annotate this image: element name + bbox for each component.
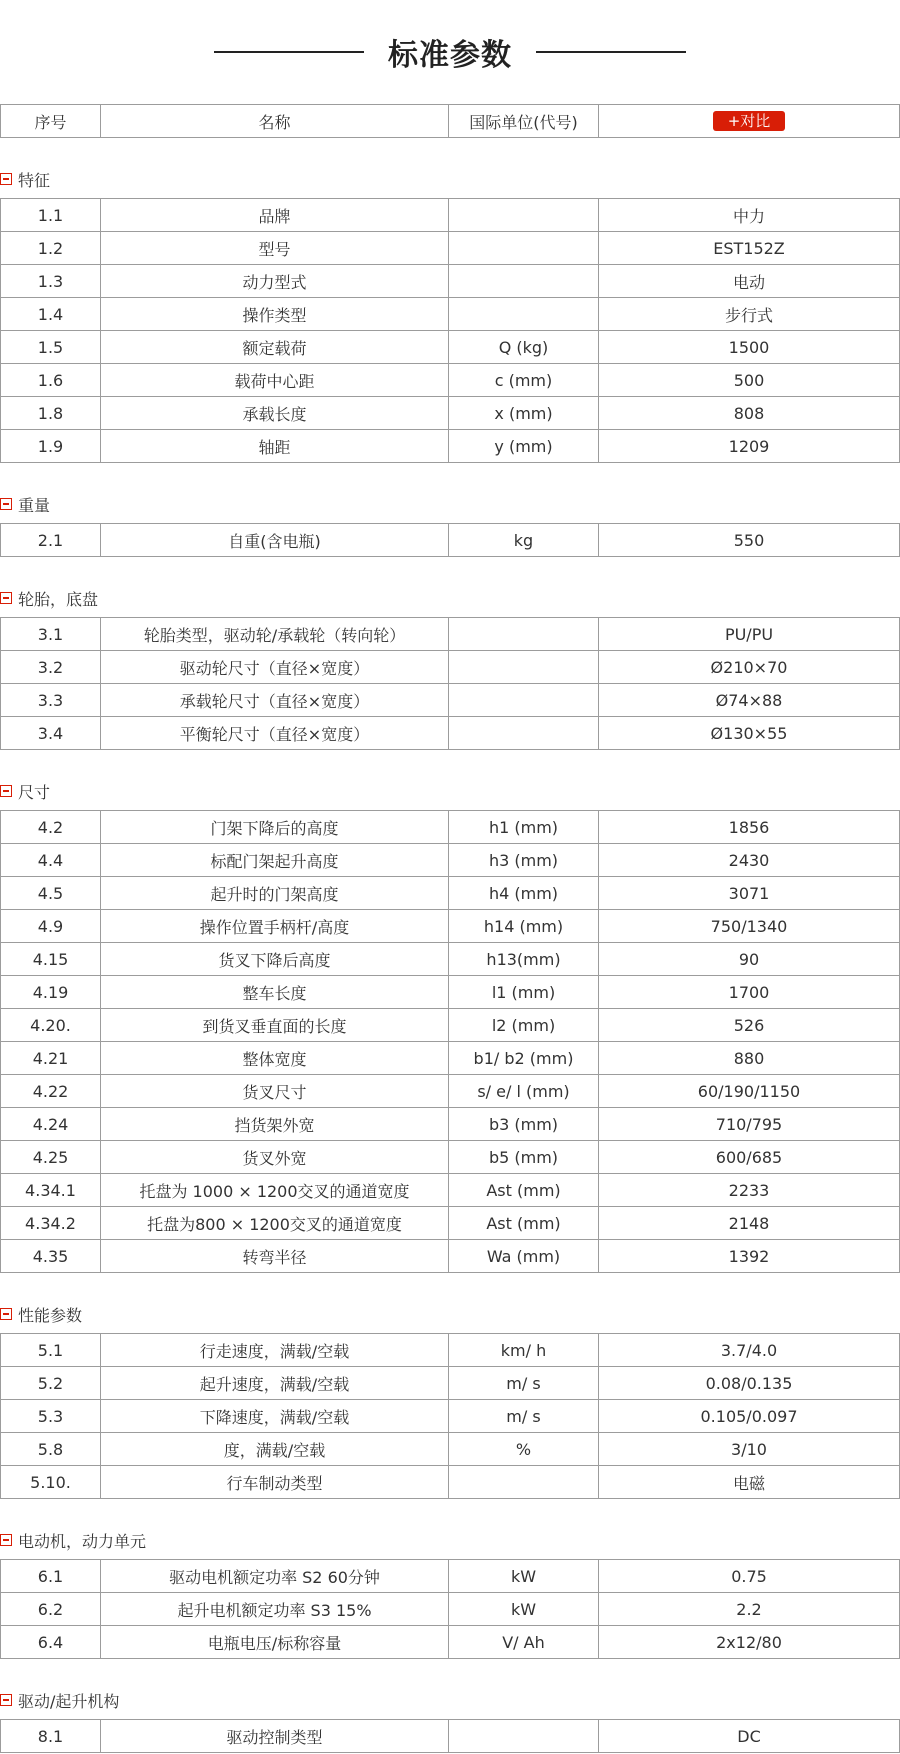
table-row bbox=[1, 1042, 900, 1075]
cell-value: 0.75 bbox=[599, 1560, 900, 1593]
cell-value: 710/795 bbox=[599, 1108, 900, 1141]
cell-name: 额定载荷 bbox=[101, 331, 449, 364]
cell-value: 2430 bbox=[599, 844, 900, 877]
cell-value: Ø74×88 bbox=[599, 684, 900, 717]
cell-index: 4.20. bbox=[1, 1009, 101, 1042]
section-header[interactable] bbox=[0, 1299, 900, 1333]
cell-index: 4.34.2 bbox=[1, 1207, 101, 1240]
table-row bbox=[1, 1108, 900, 1141]
cell-unit bbox=[449, 1466, 599, 1499]
cell-unit: m/ s bbox=[449, 1400, 599, 1433]
header-compare-cell bbox=[599, 105, 900, 138]
table-row bbox=[1, 717, 900, 750]
cell-index: 4.21 bbox=[1, 1042, 101, 1075]
cell-name: 驱动轮尺寸（直径×宽度） bbox=[101, 651, 449, 684]
table-row bbox=[1, 1009, 900, 1042]
section-header[interactable] bbox=[0, 583, 900, 617]
cell-index: 6.2 bbox=[1, 1593, 101, 1626]
section-title: 轮胎，底盘 bbox=[18, 589, 99, 609]
cell-name: 托盘为800 × 1200交叉的通道宽度 bbox=[101, 1207, 449, 1240]
cell-index: 3.1 bbox=[1, 618, 101, 651]
cell-name: 行走速度，满载/空载 bbox=[101, 1334, 449, 1367]
cell-unit: h4 (mm) bbox=[449, 877, 599, 910]
cell-index: 4.22 bbox=[1, 1075, 101, 1108]
cell-value: 90 bbox=[599, 943, 900, 976]
cell-index: 2.1 bbox=[1, 524, 101, 557]
section-header[interactable] bbox=[0, 1685, 900, 1719]
table-row bbox=[1, 1400, 900, 1433]
cell-index: 4.2 bbox=[1, 811, 101, 844]
cell-index: 1.2 bbox=[1, 232, 101, 265]
collapse-minus-icon[interactable] bbox=[0, 1308, 12, 1320]
cell-index: 5.8 bbox=[1, 1433, 101, 1466]
cell-unit bbox=[449, 618, 599, 651]
cell-unit bbox=[449, 232, 599, 265]
cell-value: EST152Z bbox=[599, 232, 900, 265]
cell-index: 4.25 bbox=[1, 1141, 101, 1174]
table-row bbox=[1, 844, 900, 877]
cell-unit: b3 (mm) bbox=[449, 1108, 599, 1141]
table-row bbox=[1, 232, 900, 265]
cell-index: 4.5 bbox=[1, 877, 101, 910]
cell-name: 型号 bbox=[101, 232, 449, 265]
table-row bbox=[1, 1141, 900, 1174]
cell-value: 0.105/0.097 bbox=[599, 1400, 900, 1433]
table-row bbox=[1, 1560, 900, 1593]
table-row bbox=[1, 1174, 900, 1207]
cell-index: 1.4 bbox=[1, 298, 101, 331]
cell-index: 1.6 bbox=[1, 364, 101, 397]
table-row bbox=[1, 199, 900, 232]
table-row bbox=[1, 364, 900, 397]
cell-unit: b5 (mm) bbox=[449, 1141, 599, 1174]
cell-name: 托盘为 1000 × 1200交叉的通道宽度 bbox=[101, 1174, 449, 1207]
cell-unit: h14 (mm) bbox=[449, 910, 599, 943]
cell-index: 3.2 bbox=[1, 651, 101, 684]
cell-name: 操作位置手柄杆/高度 bbox=[101, 910, 449, 943]
cell-unit: V/ Ah bbox=[449, 1626, 599, 1659]
title-bar bbox=[0, 0, 900, 104]
section-header[interactable] bbox=[0, 164, 900, 198]
cell-name: 到货叉垂直面的长度 bbox=[101, 1009, 449, 1042]
header-name: 名称 bbox=[101, 105, 449, 138]
cell-unit bbox=[449, 684, 599, 717]
table-row bbox=[1, 618, 900, 651]
cell-name: 承载轮尺寸（直径×宽度） bbox=[101, 684, 449, 717]
header-row bbox=[1, 105, 900, 138]
cell-name: 平衡轮尺寸（直径×宽度） bbox=[101, 717, 449, 750]
cell-unit: l1 (mm) bbox=[449, 976, 599, 1009]
cell-unit: h13(mm) bbox=[449, 943, 599, 976]
cell-value: 600/685 bbox=[599, 1141, 900, 1174]
cell-value: 3/10 bbox=[599, 1433, 900, 1466]
table-row bbox=[1, 1720, 900, 1753]
cell-value: 0.08/0.135 bbox=[599, 1367, 900, 1400]
cell-value: 2148 bbox=[599, 1207, 900, 1240]
page-title: 标准参数 bbox=[388, 37, 512, 73]
cell-name: 整体宽度 bbox=[101, 1042, 449, 1075]
cell-value: 2x12/80 bbox=[599, 1626, 900, 1659]
cell-unit: h1 (mm) bbox=[449, 811, 599, 844]
cell-name: 品牌 bbox=[101, 199, 449, 232]
cell-index: 4.24 bbox=[1, 1108, 101, 1141]
cell-value: 526 bbox=[599, 1009, 900, 1042]
table-row bbox=[1, 397, 900, 430]
collapse-minus-icon[interactable] bbox=[0, 173, 12, 185]
cell-value: 880 bbox=[599, 1042, 900, 1075]
cell-unit bbox=[449, 199, 599, 232]
cell-name: 货叉尺寸 bbox=[101, 1075, 449, 1108]
cell-unit: Ast (mm) bbox=[449, 1207, 599, 1240]
cell-name: 载荷中心距 bbox=[101, 364, 449, 397]
cell-index: 5.3 bbox=[1, 1400, 101, 1433]
table-row bbox=[1, 910, 900, 943]
table-row bbox=[1, 331, 900, 364]
section-table bbox=[0, 1559, 900, 1659]
cell-value: 500 bbox=[599, 364, 900, 397]
cell-unit: Wa (mm) bbox=[449, 1240, 599, 1273]
cell-value: Ø130×55 bbox=[599, 717, 900, 750]
sections-container bbox=[0, 164, 900, 1753]
section-header[interactable] bbox=[0, 776, 900, 810]
cell-value: 2.2 bbox=[599, 1593, 900, 1626]
cell-name: 轴距 bbox=[101, 430, 449, 463]
section-title: 电动机，动力单元 bbox=[18, 1531, 147, 1551]
table-row bbox=[1, 265, 900, 298]
section-table bbox=[0, 198, 900, 463]
collapse-minus-icon[interactable] bbox=[0, 1694, 12, 1706]
cell-index: 8.1 bbox=[1, 1720, 101, 1753]
table-row bbox=[1, 1593, 900, 1626]
cell-index: 1.8 bbox=[1, 397, 101, 430]
cell-unit bbox=[449, 717, 599, 750]
cell-name: 起升速度，满载/空载 bbox=[101, 1367, 449, 1400]
cell-unit: b1/ b2 (mm) bbox=[449, 1042, 599, 1075]
cell-value: Ø210×70 bbox=[599, 651, 900, 684]
section-title: 特征 bbox=[18, 170, 51, 190]
cell-name: 电瓶电压/标称容量 bbox=[101, 1626, 449, 1659]
cell-value: 电动 bbox=[599, 265, 900, 298]
section-table bbox=[0, 1333, 900, 1499]
cell-unit: km/ h bbox=[449, 1334, 599, 1367]
title-line-right bbox=[536, 51, 686, 53]
cell-value: PU/PU bbox=[599, 618, 900, 651]
cell-unit bbox=[449, 298, 599, 331]
cell-value: 1392 bbox=[599, 1240, 900, 1273]
section-title: 驱动/起升机构 bbox=[18, 1691, 120, 1711]
cell-name: 轮胎类型，驱动轮/承载轮（转向轮） bbox=[101, 618, 449, 651]
cell-value: 1856 bbox=[599, 811, 900, 844]
cell-value: 60/190/1150 bbox=[599, 1075, 900, 1108]
cell-name: 承载长度 bbox=[101, 397, 449, 430]
collapse-minus-icon[interactable] bbox=[0, 592, 12, 604]
cell-name: 起升电机额定功率 S3 15% bbox=[101, 1593, 449, 1626]
section-title: 性能参数 bbox=[18, 1305, 83, 1325]
table-row bbox=[1, 684, 900, 717]
cell-index: 6.1 bbox=[1, 1560, 101, 1593]
cell-value: 808 bbox=[599, 397, 900, 430]
cell-index: 5.10. bbox=[1, 1466, 101, 1499]
cell-name: 货叉外宽 bbox=[101, 1141, 449, 1174]
header-index: 序号 bbox=[1, 105, 101, 138]
cell-index: 4.19 bbox=[1, 976, 101, 1009]
compare-button[interactable]: +对比 bbox=[713, 111, 785, 131]
cell-unit: c (mm) bbox=[449, 364, 599, 397]
cell-name: 驱动控制类型 bbox=[101, 1720, 449, 1753]
table-row bbox=[1, 976, 900, 1009]
cell-name: 操作类型 bbox=[101, 298, 449, 331]
cell-index: 3.4 bbox=[1, 717, 101, 750]
header-table bbox=[0, 104, 900, 138]
cell-value: 1700 bbox=[599, 976, 900, 1009]
cell-value: 3.7/4.0 bbox=[599, 1334, 900, 1367]
cell-name: 挡货架外宽 bbox=[101, 1108, 449, 1141]
section-title: 重量 bbox=[18, 495, 51, 515]
cell-index: 4.4 bbox=[1, 844, 101, 877]
table-row bbox=[1, 1207, 900, 1240]
cell-name: 起升时的门架高度 bbox=[101, 877, 449, 910]
table-row bbox=[1, 1626, 900, 1659]
cell-name: 标配门架起升高度 bbox=[101, 844, 449, 877]
section-header[interactable] bbox=[0, 1525, 900, 1559]
cell-name: 整车长度 bbox=[101, 976, 449, 1009]
cell-index: 4.9 bbox=[1, 910, 101, 943]
cell-name: 动力型式 bbox=[101, 265, 449, 298]
cell-name: 货叉下降后高度 bbox=[101, 943, 449, 976]
cell-index: 3.3 bbox=[1, 684, 101, 717]
table-row bbox=[1, 1433, 900, 1466]
cell-index: 4.15 bbox=[1, 943, 101, 976]
header-unit: 国际单位(代号) bbox=[449, 105, 599, 138]
cell-name: 下降速度，满载/空载 bbox=[101, 1400, 449, 1433]
cell-unit bbox=[449, 265, 599, 298]
title-line-left bbox=[214, 51, 364, 53]
cell-unit bbox=[449, 1720, 599, 1753]
cell-unit: kW bbox=[449, 1593, 599, 1626]
cell-value: 中力 bbox=[599, 199, 900, 232]
cell-unit: kg bbox=[449, 524, 599, 557]
table-row bbox=[1, 1367, 900, 1400]
cell-name: 转弯半径 bbox=[101, 1240, 449, 1273]
cell-value: 550 bbox=[599, 524, 900, 557]
table-row bbox=[1, 1334, 900, 1367]
cell-name: 驱动电机额定功率 S2 60分钟 bbox=[101, 1560, 449, 1593]
cell-name: 门架下降后的高度 bbox=[101, 811, 449, 844]
cell-value: 2233 bbox=[599, 1174, 900, 1207]
section-table bbox=[0, 523, 900, 557]
cell-index: 5.1 bbox=[1, 1334, 101, 1367]
cell-index: 1.1 bbox=[1, 199, 101, 232]
cell-unit: Ast (mm) bbox=[449, 1174, 599, 1207]
cell-unit: h3 (mm) bbox=[449, 844, 599, 877]
section-table bbox=[0, 810, 900, 1273]
cell-value: 步行式 bbox=[599, 298, 900, 331]
table-row bbox=[1, 651, 900, 684]
cell-index: 4.34.1 bbox=[1, 1174, 101, 1207]
cell-value: 1500 bbox=[599, 331, 900, 364]
collapse-minus-icon[interactable] bbox=[0, 785, 12, 797]
cell-value: 电磁 bbox=[599, 1466, 900, 1499]
collapse-minus-icon[interactable] bbox=[0, 498, 12, 510]
cell-unit: Q (kg) bbox=[449, 331, 599, 364]
cell-name: 自重(含电瓶) bbox=[101, 524, 449, 557]
cell-index: 1.3 bbox=[1, 265, 101, 298]
cell-unit: s/ e/ l (mm) bbox=[449, 1075, 599, 1108]
table-row bbox=[1, 1240, 900, 1273]
cell-unit: kW bbox=[449, 1560, 599, 1593]
cell-name: 度，满载/空载 bbox=[101, 1433, 449, 1466]
cell-name: 行车制动类型 bbox=[101, 1466, 449, 1499]
cell-value: DC bbox=[599, 1720, 900, 1753]
cell-value: 1209 bbox=[599, 430, 900, 463]
table-row bbox=[1, 943, 900, 976]
table-row bbox=[1, 430, 900, 463]
cell-index: 4.35 bbox=[1, 1240, 101, 1273]
cell-index: 1.5 bbox=[1, 331, 101, 364]
cell-unit: % bbox=[449, 1433, 599, 1466]
cell-value: 3071 bbox=[599, 877, 900, 910]
section-table bbox=[0, 1719, 900, 1753]
cell-unit: m/ s bbox=[449, 1367, 599, 1400]
table-row bbox=[1, 1075, 900, 1108]
cell-index: 5.2 bbox=[1, 1367, 101, 1400]
cell-unit: y (mm) bbox=[449, 430, 599, 463]
cell-unit: l2 (mm) bbox=[449, 1009, 599, 1042]
section-table bbox=[0, 617, 900, 750]
cell-index: 6.4 bbox=[1, 1626, 101, 1659]
table-row bbox=[1, 524, 900, 557]
collapse-minus-icon[interactable] bbox=[0, 1534, 12, 1546]
table-row bbox=[1, 811, 900, 844]
table-row bbox=[1, 298, 900, 331]
cell-value: 750/1340 bbox=[599, 910, 900, 943]
section-header[interactable] bbox=[0, 489, 900, 523]
table-row bbox=[1, 1466, 900, 1499]
table-row bbox=[1, 877, 900, 910]
cell-unit bbox=[449, 651, 599, 684]
cell-unit: x (mm) bbox=[449, 397, 599, 430]
section-title: 尺寸 bbox=[18, 782, 51, 802]
cell-index: 1.9 bbox=[1, 430, 101, 463]
